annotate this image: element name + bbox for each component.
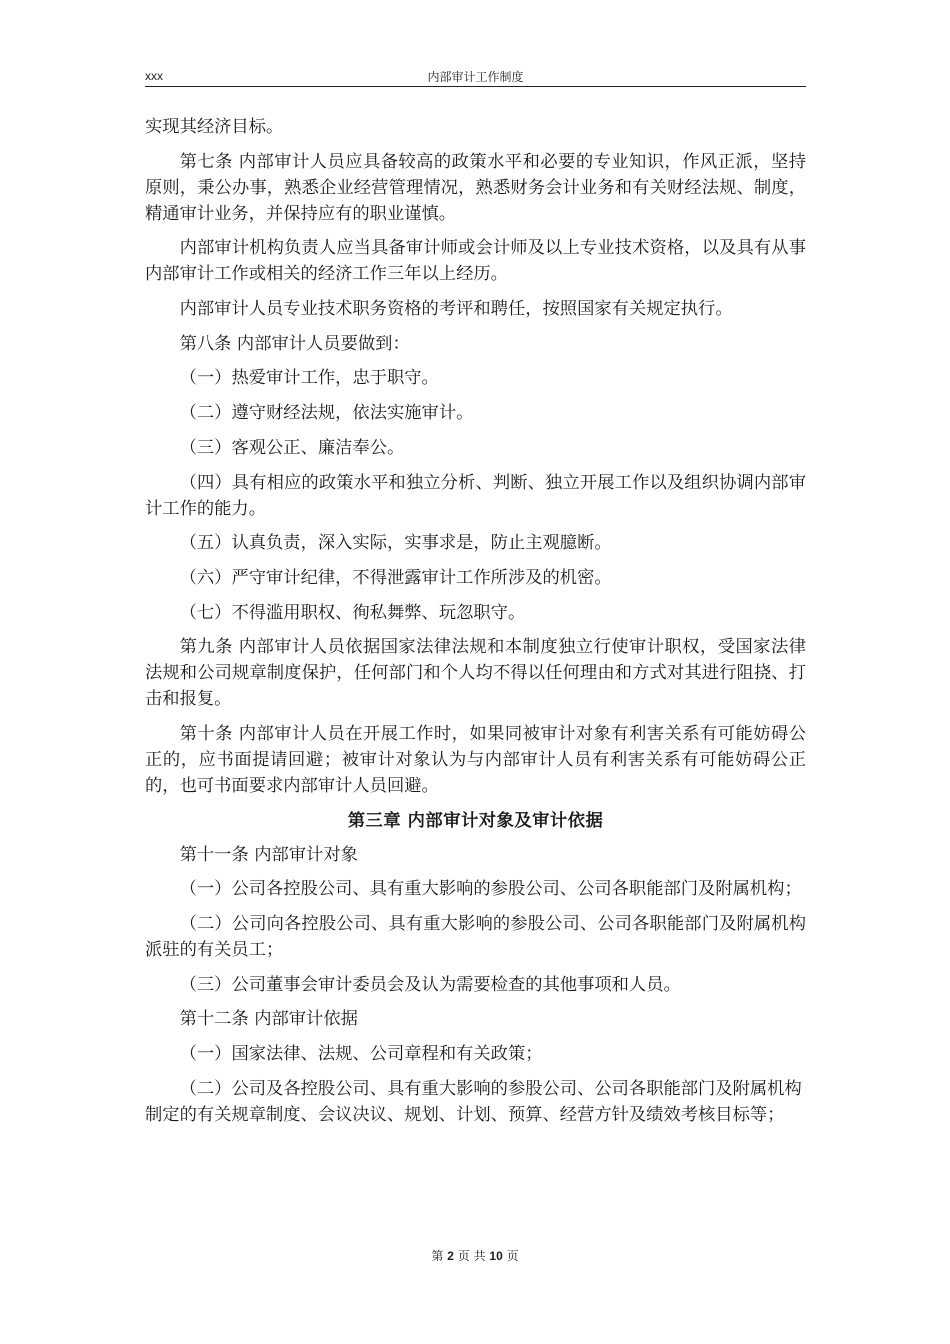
page-footer	[0, 1247, 950, 1264]
list-item: （一）热爱审计工作，忠于职守。	[179, 368, 439, 389]
paragraph: 第十二条 内部审计依据	[179, 1009, 358, 1030]
list-item: （二）遵守财经法规，依法实施审计。	[179, 403, 474, 424]
footer-prefix: 第	[431, 1249, 444, 1263]
list-item: （一）国家法律、法规、公司章程和有关政策；	[179, 1044, 543, 1065]
document-body	[145, 114, 806, 1136]
paragraph: 第七条 内部审计人员应具备较高的政策水平和必要的专业知识，作风正派，坚持原则，秉公办事，熟悉企业经营管理情况，熟悉财务会计业务和有关财经法规、制度，精通审计业务，并保持应有的职业谨慎。	[145, 151, 806, 224]
list-item: （一）公司各控股公司、具有重大影响的参股公司、公司各职能部门及附属机构；	[179, 879, 802, 900]
paragraph: 实现其经济目标。	[145, 117, 284, 137]
footer-middle: 页 共	[457, 1249, 486, 1263]
list-item: （二）公司及各控股公司、具有重大影响的参股公司、公司各职能部门及附属机构制定的有关规章制度、会议决议、规划、计划、预算、经营方针及绩效考核目标等；	[145, 1078, 802, 1125]
chapter-heading: 第三章 内部审计对象及审计依据	[347, 810, 604, 831]
footer-total-pages: 10	[489, 1249, 503, 1263]
paragraph: 第八条 内部审计人员要做到：	[179, 333, 410, 354]
list-item: （五）认真负责，深入实际，实事求是，防止主观臆断。	[179, 533, 612, 554]
list-item: （三）公司董事会审计委员会及认为需要检查的其他事项和人员。	[179, 974, 681, 995]
paragraph: 第十一条 内部审计对象	[179, 844, 358, 865]
paragraph: 第十条 内部审计人员在开展工作时，如果同被审计对象有利害关系有可能妨碍公正的，应书面提请回避；被审计对象认为与内部审计人员有利害关系有可能妨碍公正的，也可书面要求内部审计人员回避。	[145, 723, 806, 796]
page-header	[145, 66, 806, 87]
footer-page-number: 2	[447, 1249, 454, 1263]
list-item: （四）具有相应的政策水平和独立分析、判断、独立开展工作以及组织协调内部审计工作的能力。	[145, 472, 806, 519]
list-item: （三）客观公正、廉洁奉公。	[179, 437, 405, 458]
header-left-text: xxx	[145, 69, 163, 83]
list-item: （七）不得滥用职权、徇私舞弊、玩忽职守。	[179, 602, 526, 623]
paragraph: 第九条 内部审计人员依据国家法律法规和本制度独立行使审计职权，受国家法律法规和公司规章制度保护，任何部门和个人均不得以任何理由和方式对其进行阻挠、打击和报复。	[145, 637, 806, 710]
list-item: （六）严守审计纪律，不得泄露审计工作所涉及的机密。	[179, 567, 612, 588]
header-title: 内部审计工作制度	[427, 70, 524, 84]
paragraph: 内部审计机构负责人应当具备审计师或会计师及以上专业技术资格，以及具有从事内部审计工作或相关的经济工作三年以上经历。	[145, 238, 806, 285]
footer-suffix: 页	[506, 1249, 519, 1263]
paragraph: 内部审计人员专业技术职务资格的考评和聘任，按照国家有关规定执行。	[179, 299, 733, 320]
list-item: （二）公司向各控股公司、具有重大影响的参股公司、公司各职能部门及附属机构派驻的有关员工；	[145, 914, 806, 960]
